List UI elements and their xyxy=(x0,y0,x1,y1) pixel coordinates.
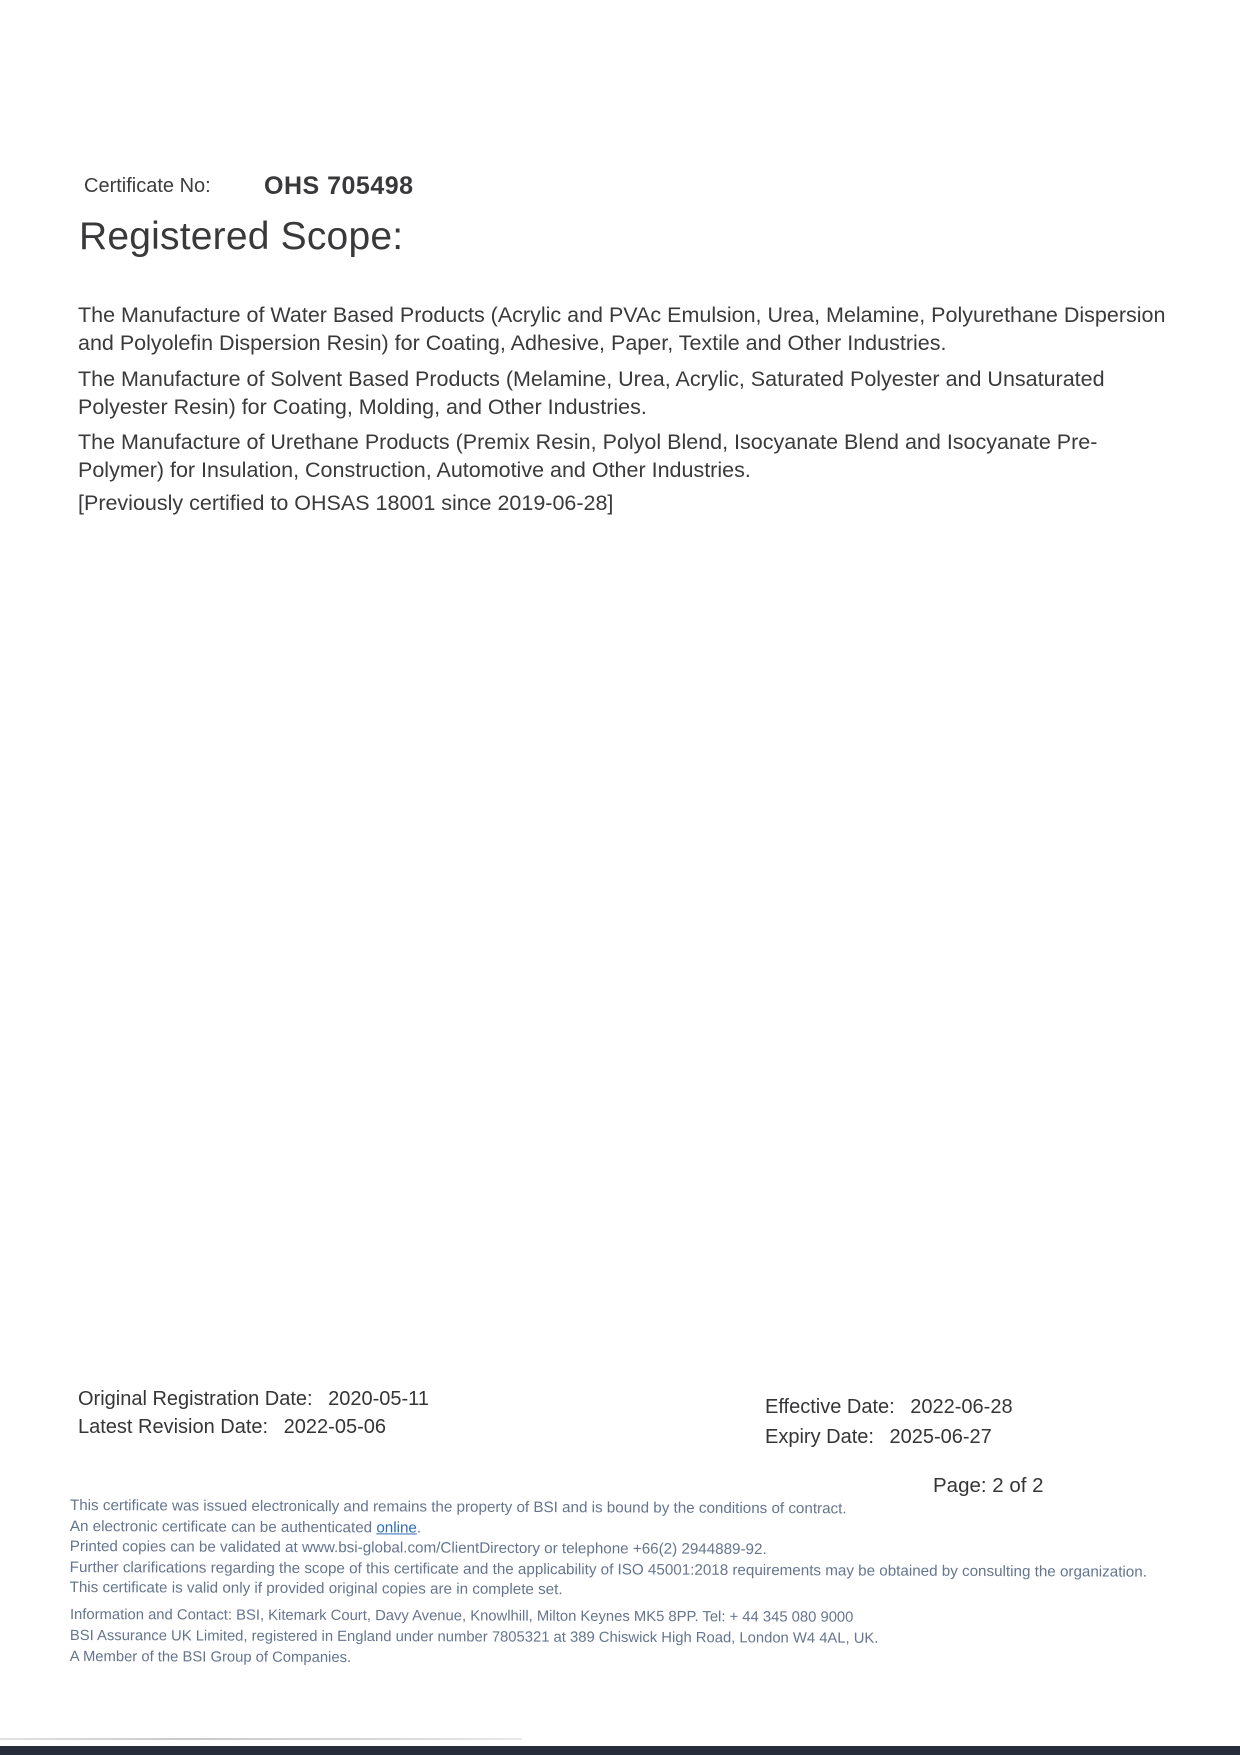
latest-revision-date-value: 2022-05-06 xyxy=(283,1416,386,1438)
online-authentication-link[interactable]: online xyxy=(376,1518,417,1537)
legal-authentication-suffix: . xyxy=(416,1519,422,1537)
original-registration-date-label: Original Registration Date: xyxy=(78,1388,313,1410)
certificate-number-value: OHS 705498 xyxy=(264,172,414,200)
expiry-date-value: 2025-06-27 xyxy=(889,1426,992,1448)
contact-block xyxy=(70,1605,1230,1672)
effective-date-label: Effective Date: xyxy=(765,1396,895,1418)
registered-scope-heading: Registered Scope: xyxy=(79,215,404,258)
original-registration-date-row xyxy=(78,1388,429,1411)
legal-line-printed-copies: Printed copies can be validated at www.bsi-global.com/ClientDirectory or telephone +66(2) 2944889-92. xyxy=(69,1537,767,1559)
contact-line-registration: BSI Assurance UK Limited, registered in England under number 7805321 at 389 Chiswick High Road, London W4 4AL, UK. xyxy=(69,1627,879,1647)
certificate-number-row xyxy=(84,172,414,201)
page-number: Page: 2 of 2 xyxy=(933,1474,1044,1497)
legal-line-electronic-issue: This certificate was issued electronically and remains the property of BSI and is bound by the conditions of contract. xyxy=(69,1497,847,1518)
contact-line-address: Information and Contact: BSI, Kitemark Court, Davy Avenue, Knowlhill, Milton Keynes MK5 8PP. Tel: + 44 345 080 9000 xyxy=(69,1607,854,1626)
legal-authentication-prefix: An electronic certificate can be authenticated xyxy=(69,1517,377,1536)
effective-date-row xyxy=(765,1396,1013,1419)
scan-artifact-line xyxy=(0,1738,522,1740)
latest-revision-date-row xyxy=(78,1416,386,1439)
effective-date-value: 2022-06-28 xyxy=(910,1396,1013,1418)
scope-paragraph-urethane: The Manufacture of Urethane Products (Premix Resin, Polyol Blend, Isocyanate Blend and Isocyanate Pre-Polymer) for Insulation, Construction, Automotive and Other Industries. xyxy=(78,430,1098,482)
expiry-date-label: Expiry Date: xyxy=(765,1426,874,1448)
scope-paragraph-solvent-based: The Manufacture of Solvent Based Products (Melamine, Urea, Acrylic, Saturated Polyester and Unsaturated Polyester Resin) for Coating, Molding, and Other Industries. xyxy=(78,367,1105,419)
latest-revision-date-label: Latest Revision Date: xyxy=(78,1416,269,1438)
bottom-edge-bar xyxy=(0,1746,1240,1755)
legal-line-clarifications: Further clarifications regarding the scope of this certificate and the applicability of ISO 45001:2018 requirements may be obtained by consulting the organization. xyxy=(69,1558,1147,1581)
scope-paragraph-water-based: The Manufacture of Water Based Products (Acrylic and PVAc Emulsion, Urea, Melamine, Polyurethane Dispersion and Polyolefin Dispersion Resin) for Coating, Adhesive, Paper, Textile and Other Industries. xyxy=(78,303,1166,355)
legal-fineprint xyxy=(70,1496,1230,1604)
legal-line-complete-set: This certificate is valid only if provided original copies are in complete set. xyxy=(69,1578,563,1599)
original-registration-date-value: 2020-05-11 xyxy=(328,1388,429,1410)
expiry-date-row xyxy=(765,1426,992,1449)
contact-line-member: A Member of the BSI Group of Companies. xyxy=(69,1648,352,1666)
certificate-number-label: Certificate No: xyxy=(84,175,211,197)
previous-certification-note: [Previously certified to OHSAS 18001 since 2019-06-28] xyxy=(78,491,614,515)
